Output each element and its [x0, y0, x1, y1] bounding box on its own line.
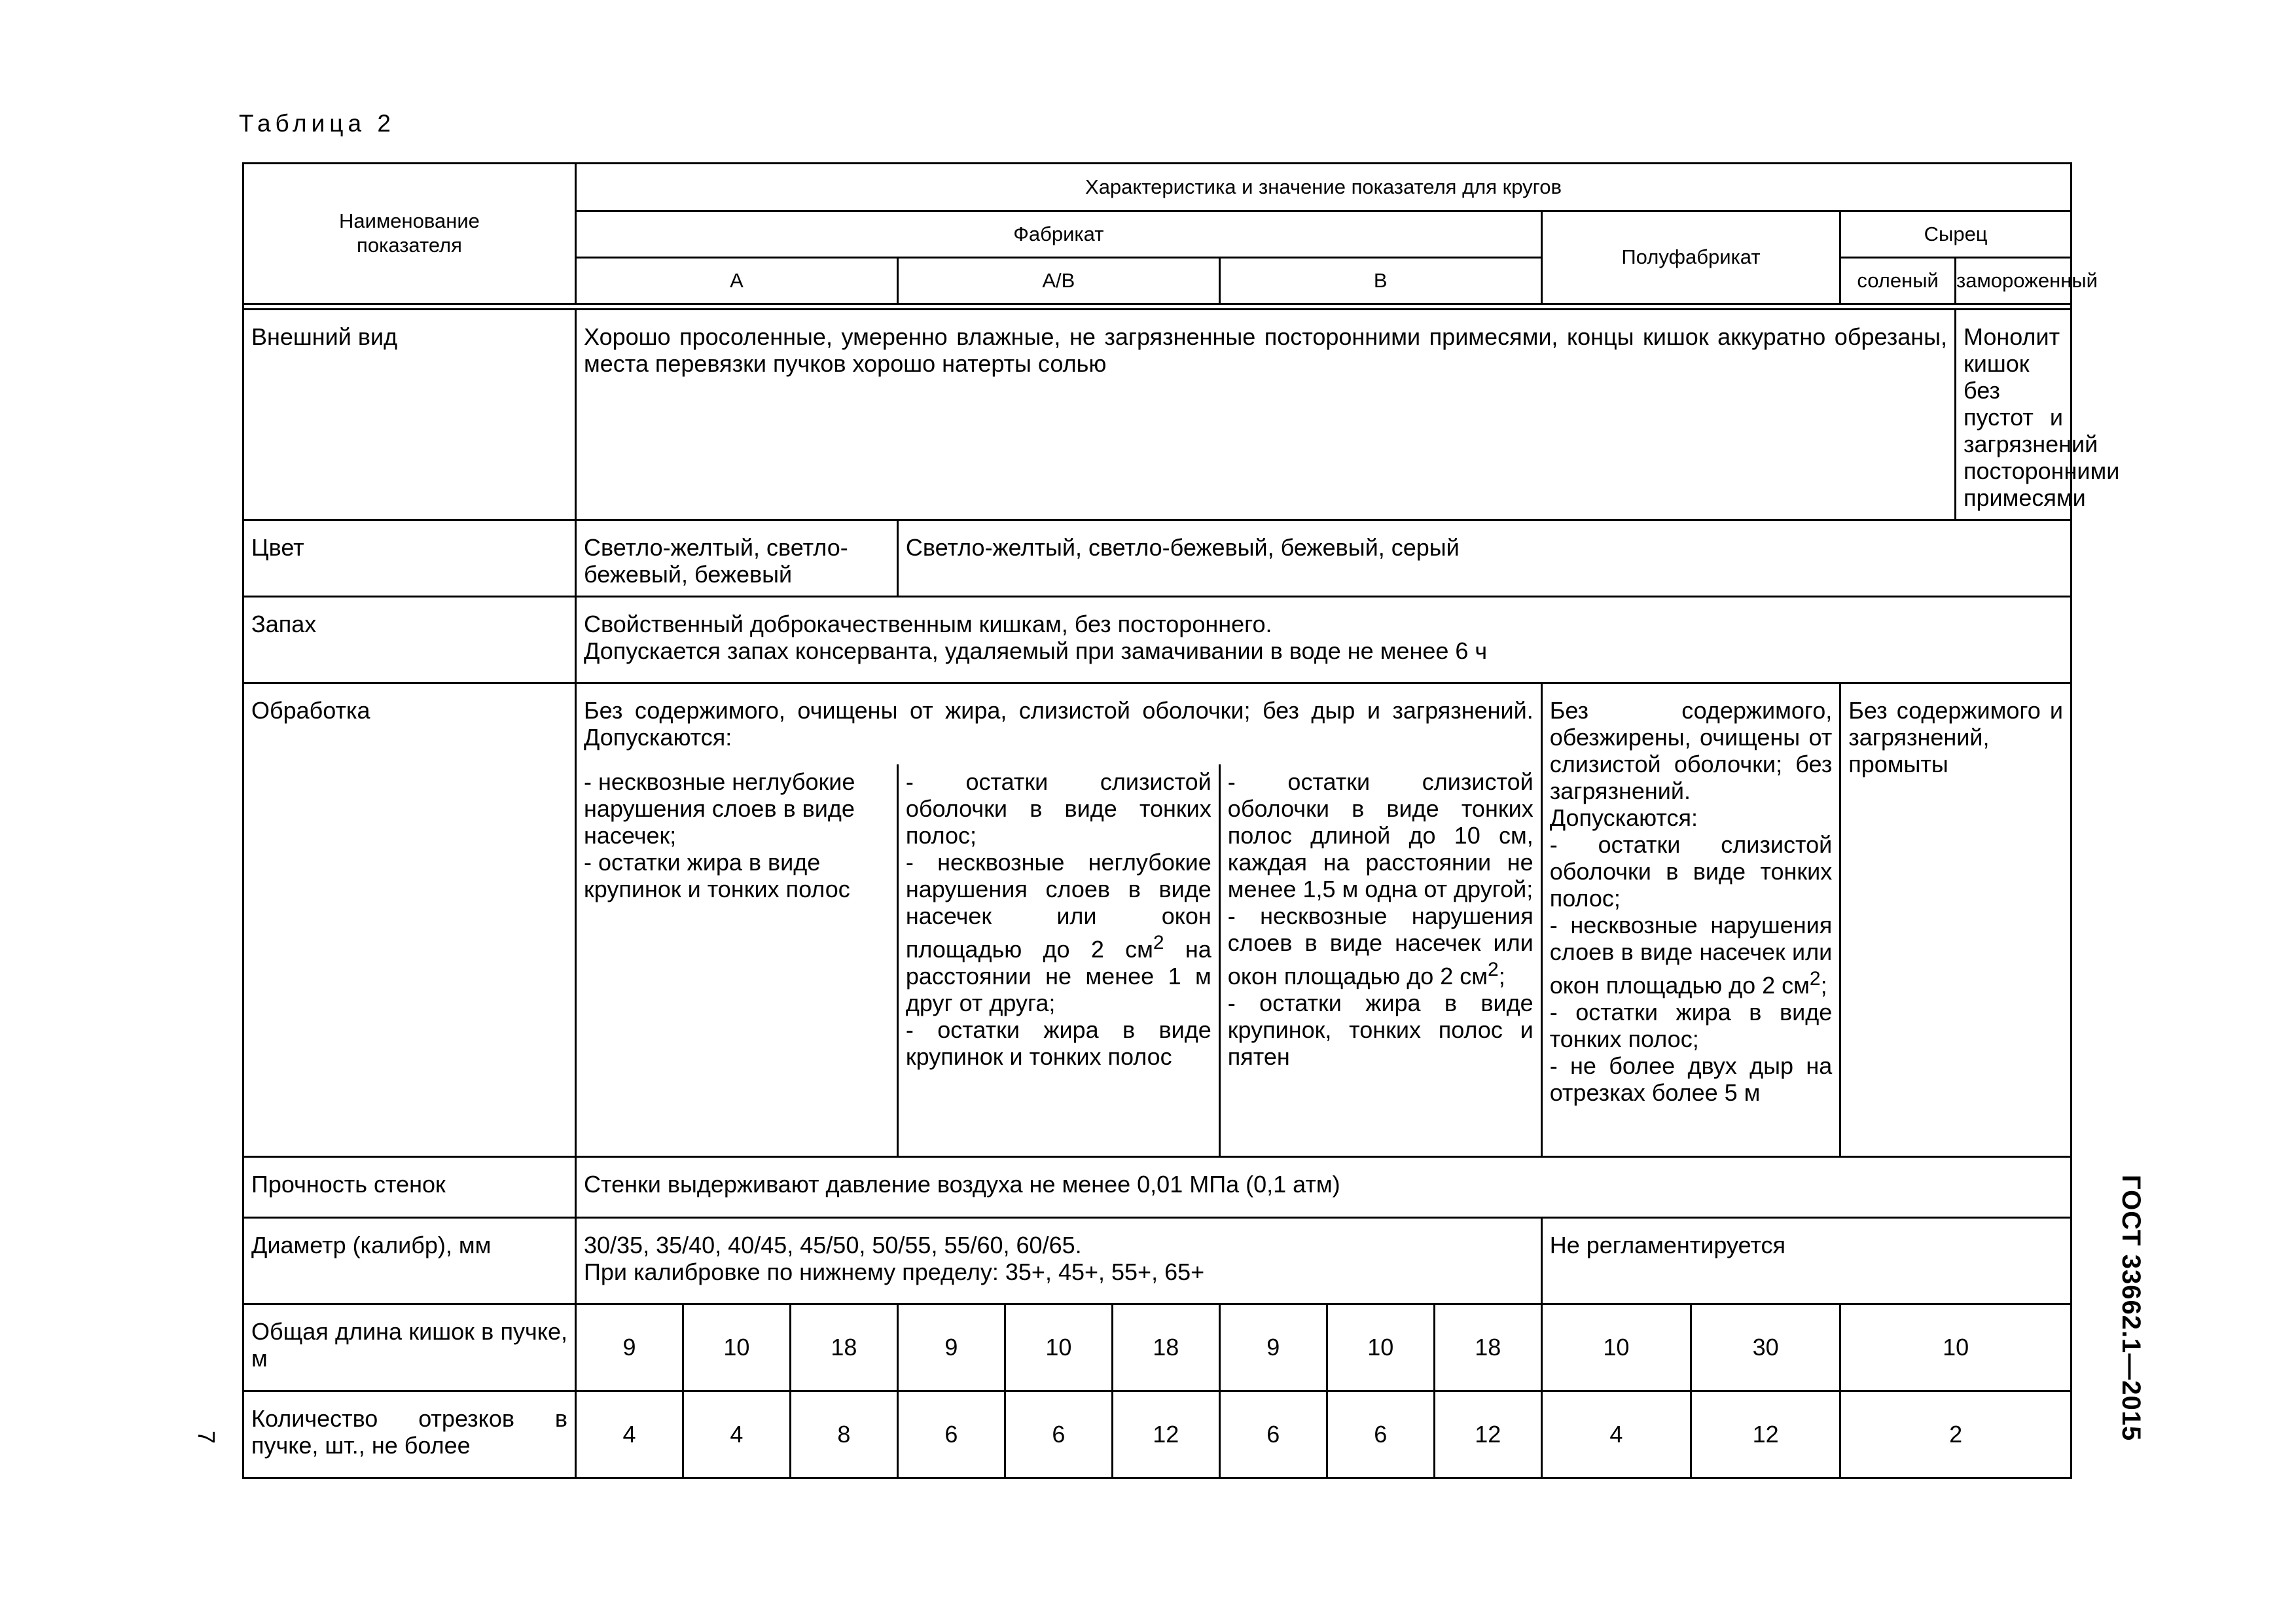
processing-grade-ab: - остатки слизистой оболочки в виде тонких полос; - несквозные неглубокие нарушения слоев в виде насечек или окон площадью до 2 $см^2$ на расстоянии не менее 1 м друг от друга; - остатки жира в виде крупинок и тонких полос: [897, 764, 1219, 1157]
row-name-appearance: Внешний вид: [243, 310, 576, 520]
row-name-color: Цвет: [243, 520, 576, 597]
length-cell: 9: [575, 1304, 683, 1391]
length-cell: 30: [1691, 1304, 1840, 1391]
row-name-processing: Обработка: [243, 683, 576, 1157]
count-cell: 8: [790, 1391, 897, 1478]
count-cell: 12: [1434, 1391, 1541, 1478]
indicators-table: [242, 162, 2120, 1479]
appearance-main: Хорошо просоленные, умеренно влажные, не загрязненные посторонними примесями, концы кишок аккуратно обрезаны, места перевязки пучков хорошо натерты солью: [575, 310, 1955, 520]
strength-value: Стенки выдерживают давление воздуха не менее 0,01 МПа (0,1 атм): [575, 1157, 2071, 1218]
length-cell: 9: [897, 1304, 1005, 1391]
color-grade-a: Светло-желтый, светло-бежевый, бежевый: [575, 520, 897, 597]
appearance-frozen: Монолит кишок без пустот и загрязнений посторонними примесями: [1955, 310, 2071, 520]
header-grade-b: В: [1219, 258, 1541, 304]
standard-designation: ГОСТ 33662.1—2015: [2117, 1175, 2145, 1442]
count-cell: 2: [1840, 1391, 2072, 1478]
length-cell: 10: [1840, 1304, 2072, 1391]
processing-grade-a: - несквозные неглубокие нарушения слоев в виде насечек; - остатки жира в виде крупинок и тонких полос: [575, 764, 897, 1157]
row-name-count: Количество отрезков в пучке, шт., не более: [243, 1391, 576, 1478]
row-name-length: Общая длина кишок в пучке, м: [243, 1304, 576, 1391]
length-cell: 10: [1005, 1304, 1112, 1391]
count-cell: 6: [1219, 1391, 1327, 1478]
header-syrets: Сырец: [1840, 211, 2072, 258]
row-name-diameter: Диаметр (калибр), мм: [243, 1218, 576, 1304]
header-grade-a: А: [575, 258, 897, 304]
diameter-other: Не регламентируется: [1541, 1218, 2071, 1304]
smell-value: [575, 597, 2071, 683]
length-cell: 10: [1541, 1304, 1691, 1391]
header-frozen: замороженный: [1955, 258, 2071, 304]
color-other: Светло-желтый, светло-бежевый, бежевый, серый: [897, 520, 2071, 597]
header-name-column: Наименование показателя: [243, 164, 576, 304]
header-characteristic: Характеристика и значение показателя для кругов: [575, 164, 2071, 211]
count-cell: 12: [1691, 1391, 1840, 1478]
diameter-line-2: При калибровке по нижнему пределу: 35+, 45+, 55+, 65+: [583, 1258, 1205, 1285]
count-cell: 6: [1005, 1391, 1112, 1478]
count-cell: 4: [1541, 1391, 1691, 1478]
diameter-line-1: 30/35, 35/40, 40/45, 45/50, 50/55, 55/60, 60/65.: [583, 1232, 1082, 1258]
header-grade-ab: А/В: [897, 258, 1219, 304]
smell-line-1: Свойственный доброкачественным кишкам, без постороннего.: [583, 611, 1272, 637]
header-fabrikat: Фабрикат: [575, 211, 1541, 258]
smell-line-2: Допускается запах консерванта, удаляемый при замачивании в воде не менее 6 ч: [583, 637, 1488, 664]
row-name-strength: Прочность стенок: [243, 1157, 576, 1218]
diameter-fabrikat: [575, 1218, 1541, 1304]
length-cell: 9: [1219, 1304, 1327, 1391]
header-salted: соленый: [1840, 258, 1956, 304]
header-polufabrikat: Полуфабрикат: [1541, 211, 1840, 304]
processing-grade-b: - остатки слизистой оболочки в виде тонких полос длиной до 10 см, каждая на расстоянии не менее 1,5 м одна от другой; - несквозные нарушения слоев в виде насечек или окон площадью до 2 $см^2$; - остатки жира в виде крупинок, тонких полос и пятен: [1219, 764, 1541, 1157]
processing-semi: Без содержимого, обезжирены, очищены от слизистой оболочки; без загрязнений. Допускаются: - остатки слизистой оболочки в виде тонких полос; - несквозные нарушения слоев в виде насечек или окон площадью до 2 $см^2$; - остатки жира в виде тонких полос; - не более двух дыр на отрезках более 5 м: [1541, 683, 1840, 1157]
processing-fabrikat-intro: Без содержимого, очищены от жира, слизистой оболочки; без дыр и загрязнений. Допускаются:: [575, 683, 1541, 764]
count-cell: 6: [897, 1391, 1005, 1478]
header-separator: [243, 304, 2072, 310]
count-cell: 6: [1327, 1391, 1434, 1478]
table-caption: Таблица 2: [239, 110, 395, 137]
length-cell: 10: [1327, 1304, 1434, 1391]
processing-raw: Без содержимого и загрязнений, промыты: [1840, 683, 2072, 1157]
length-cell: 18: [1434, 1304, 1541, 1391]
length-cell: 18: [1112, 1304, 1219, 1391]
count-cell: 4: [575, 1391, 683, 1478]
count-cell: 4: [683, 1391, 790, 1478]
row-name-smell: Запах: [243, 597, 576, 683]
length-cell: 18: [790, 1304, 897, 1391]
page-number: 7: [193, 1430, 221, 1444]
length-cell: 10: [683, 1304, 790, 1391]
count-cell: 12: [1112, 1391, 1219, 1478]
